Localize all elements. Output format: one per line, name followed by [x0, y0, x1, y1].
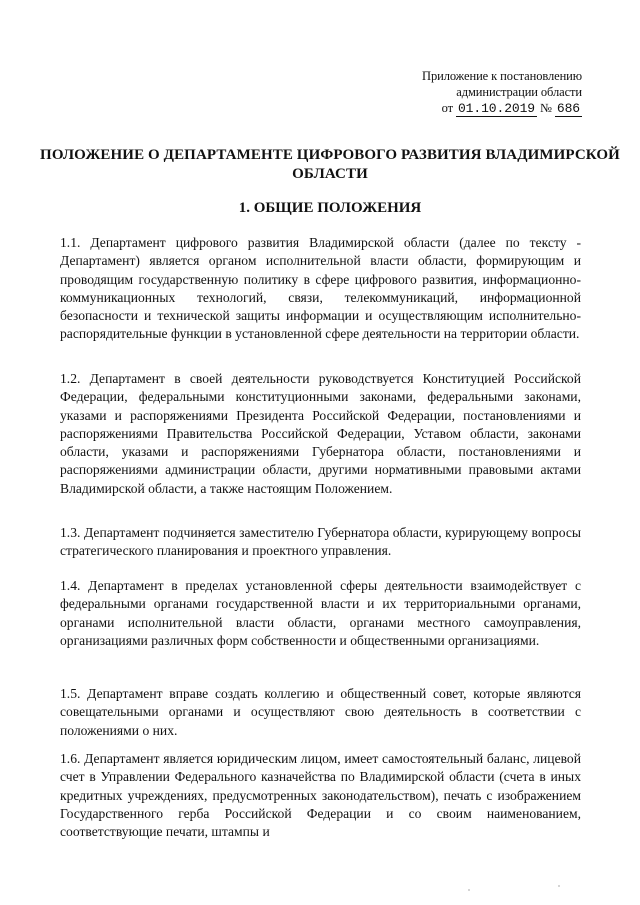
approval-date-line	[422, 100, 582, 117]
paragraph-1-5: 1.5. Департамент вправе создать коллегию и общественный совет, которые являются совещательными органами и осуществляют свою деятельность в соответствии с положениями о них.	[60, 686, 581, 738]
document-title	[40, 146, 620, 184]
approval-line-2: администрации области	[456, 85, 582, 99]
date-prefix: от	[441, 101, 453, 115]
approval-number: 686	[556, 101, 580, 116]
section-heading: 1. ОБЩИЕ ПОЛОЖЕНИЯ	[238, 200, 422, 216]
approval-date: 01.10.2019	[457, 101, 535, 116]
approval-block	[422, 68, 582, 117]
paragraph-1-1: 1.1. Департамент цифрового развития Владимирской области (далее по тексту - Департамент) является органом исполнительной власти области, формирующим и проводящим государственную политику в сфере цифрового развития, информационно-коммуникационных технологий, связи, телекоммуникаций, информационной безопасности и технической защиты информации и осуществляющим исполнительно-распорядительные функции в установленной сфере деятельности на территории области.	[60, 235, 581, 342]
approval-line-1: Приложение к постановлению	[422, 69, 582, 83]
number-prefix: №	[540, 101, 552, 115]
paragraph-1-4: 1.4. Департамент в пределах установленной сферы деятельности взаимодействует с федеральными органами государственной власти и их территориальными органами, органами исполнительной власти области, органами местного самоуправления, организациями различных форм собственности и общественными организациями.	[60, 578, 581, 648]
paragraph-1-3: 1.3. Департамент подчиняется заместителю Губернатора области, курирующему вопросы стратегического планирования и проектного управления.	[60, 525, 581, 559]
paragraph-1-2: 1.2. Департамент в своей деятельности руководствуется Конституцией Российской Федерации, федеральными конституционными законами, федеральными законами, указами и распоряжениями Президента Российской Федерации, постановлениями и распоряжениями Правительства Российской Федерации, Уставом области, законами области, указами и распоряжениями Губернатора области, постановлениями и распоряжениями администрации области, другими нормативными правовыми актами Владимирской области, а также настоящим Положением.	[60, 371, 581, 496]
scan-speck	[558, 885, 560, 887]
document-title-text: ПОЛОЖЕНИЕ О ДЕПАРТАМЕНТЕ ЦИФРОВОГО РАЗВИТИЯ ВЛАДИМИРСКОЙ ОБЛАСТИ	[40, 147, 620, 182]
paragraph-1-6: 1.6. Департамент является юридическим лицом, имеет самостоятельный баланс, лицевой счет в Управлении Федерального казначейства по Владимирской области (счета в иных кредитных учреждениях, предусмотренных законодательством), печать с изображением Государственного герба Российской Федерации и со своим наименованием, соответствующие печати, штампы и	[60, 751, 581, 840]
scan-speck	[468, 889, 470, 891]
